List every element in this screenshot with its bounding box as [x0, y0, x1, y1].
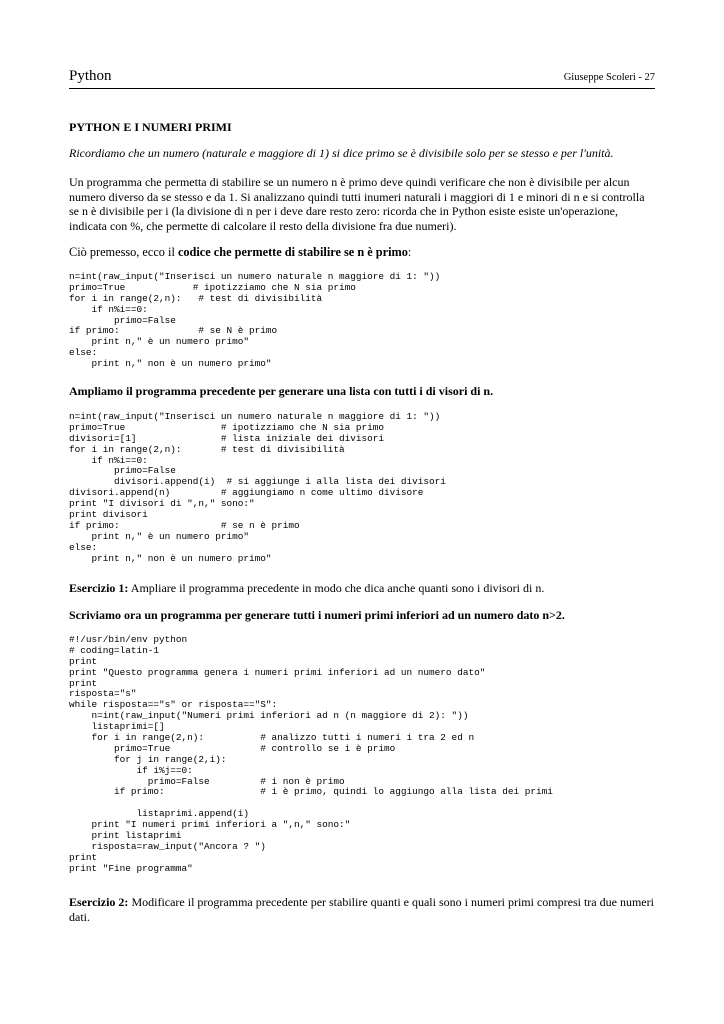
code-line: print divisori — [69, 509, 148, 521]
code-line: else: — [69, 347, 98, 359]
code-line: if primo: # se N è primo — [69, 325, 278, 337]
code-line: #!/usr/bin/env python — [69, 634, 188, 645]
code-line: print n," è un numero primo" — [69, 530, 250, 542]
code-block-divisori — [69, 412, 446, 564]
code-line: risposta=raw_input("Ancora ? ") — [69, 840, 266, 852]
code-line: if i%j==0: — [69, 764, 193, 776]
code-block-primo — [69, 272, 440, 370]
header-author-page: Giuseppe Scoleri - 27 — [563, 72, 655, 83]
lead-suffix: : — [407, 245, 412, 259]
code-line: print "I numeri primi inferiori a ",n," sono:" — [69, 819, 351, 831]
code-line: # coding=latin-1 — [69, 644, 160, 656]
intro-definition: Ricordiamo che un numero (naturale e maggiore di 1) si dice primo se è divisibile solo per se stesso e per l'unità. — [69, 146, 614, 160]
code-line: for i in range(2,n): # test di divisibilità — [69, 443, 345, 455]
code-line: print listaprimi — [69, 830, 182, 842]
code-line: print n," è un numero primo" — [69, 336, 250, 348]
code-line: print "I divisori di ",n," sono:" — [69, 498, 255, 510]
exercise-1 — [69, 581, 655, 596]
section-title: PYTHON E I NUMERI PRIMI — [69, 120, 232, 134]
code-intro-paragraph — [69, 245, 655, 260]
code-line: for i in range(2,n): # test di divisibilità — [69, 292, 323, 304]
code-line: print n," non è un numero primo" — [69, 552, 272, 564]
code-line: n=int(raw_input("Inserisci un numero naturale n maggiore di 1: ")) — [69, 271, 441, 282]
exercise-2-text: Modificare il programma precedente per stabilire quanti e quali sono i numeri primi compresi tra due numeri dati. — [69, 895, 654, 924]
code-line: risposta="s" — [69, 688, 137, 700]
code-line: divisori.append(n) # aggiungiamo n come ultimo divisore — [69, 487, 424, 499]
code-line: print — [69, 677, 98, 689]
code-line: print — [69, 851, 98, 863]
code-line: listaprimi=[] — [69, 721, 165, 733]
lead-bold: codice che permette di stabilire se n è primo — [177, 245, 408, 259]
code-line: for j in range(2,i): — [69, 753, 227, 765]
explanation-paragraph: Un programma che permetta di stabilire se un numero n è primo deve quindi verificare che non è divisibile per alcun numero diverso da se stesso e da 1. Si analizzano quindi tutti inumeri naturali i maggiori di 1 e minori di n e si controlla se n è divisibile per i (la divisione di n per i deve dare resto zero: ricorda che in Python esiste esiste un'operazione, indicata con %, che permette di calcolare il resto della divisione fra due numeri). — [69, 175, 645, 233]
code-line: if n%i==0: — [69, 303, 148, 315]
code-line: print "Fine programma" — [69, 862, 193, 874]
code-line: n=int(raw_input("Numeri primi inferiori ad n (n maggiore di 2): ")) — [69, 710, 469, 722]
code-line: if primo: # se n è primo — [69, 519, 300, 531]
code-line: for i in range(2,n): # analizzo tutti i numeri i tra 2 ed n — [69, 732, 475, 744]
code-line: if primo: # i è primo, quindi lo aggiungo alla lista dei primi — [69, 786, 553, 798]
code-line: primo=False # i non è primo — [69, 775, 345, 787]
page-header — [69, 68, 655, 89]
code-line: primo=True # ipotizziamo che N sia primo — [69, 421, 385, 433]
code-line: primo=False — [69, 314, 176, 326]
code-line: primo=False — [69, 465, 176, 477]
code-line: primo=True # controllo se i è primo — [69, 742, 396, 754]
exercise-1-text: Ampliare il programma precedente in modo che dica anche quanti sono i divisori di n. — [128, 581, 545, 595]
header-title: Python — [69, 68, 112, 84]
code-line: divisori=[1] # lista iniziale dei divisori — [69, 432, 385, 444]
code-line: n=int(raw_input("Inserisci un numero naturale n maggiore di 1: ")) — [69, 411, 441, 422]
code-line: else: — [69, 541, 98, 553]
code-line: divisori.append(i) # si aggiunge i alla lista dei divisori — [69, 476, 446, 488]
exercise-1-label: Esercizio 1: — [69, 581, 129, 595]
code-line: print n," non è un numero primo" — [69, 358, 272, 370]
exercise-2 — [69, 895, 655, 924]
code-line: listaprimi.append(i) — [69, 808, 250, 820]
code-line: primo=True # ipotizziamo che N sia primo — [69, 281, 356, 293]
heading-divisori: Ampliamo il programma precedente per generare una lista con tutti i di visori di n. — [69, 384, 494, 398]
lead-prefix: Ciò premesso, ecco il — [69, 245, 178, 259]
code-line: if n%i==0: — [69, 454, 148, 466]
code-line: while risposta=="s" or risposta=="S": — [69, 699, 278, 711]
code-line: print — [69, 655, 98, 667]
code-line: print "Questo programma genera i numeri primi inferiori ad un numero dato" — [69, 666, 486, 678]
heading-primi: Scriviamo ora un programma per generare tutti i numeri primi inferiori ad un numero dato n>2. — [69, 608, 565, 622]
exercise-2-label: Esercizio 2: — [69, 895, 129, 909]
code-block-listaprimi — [69, 635, 553, 875]
